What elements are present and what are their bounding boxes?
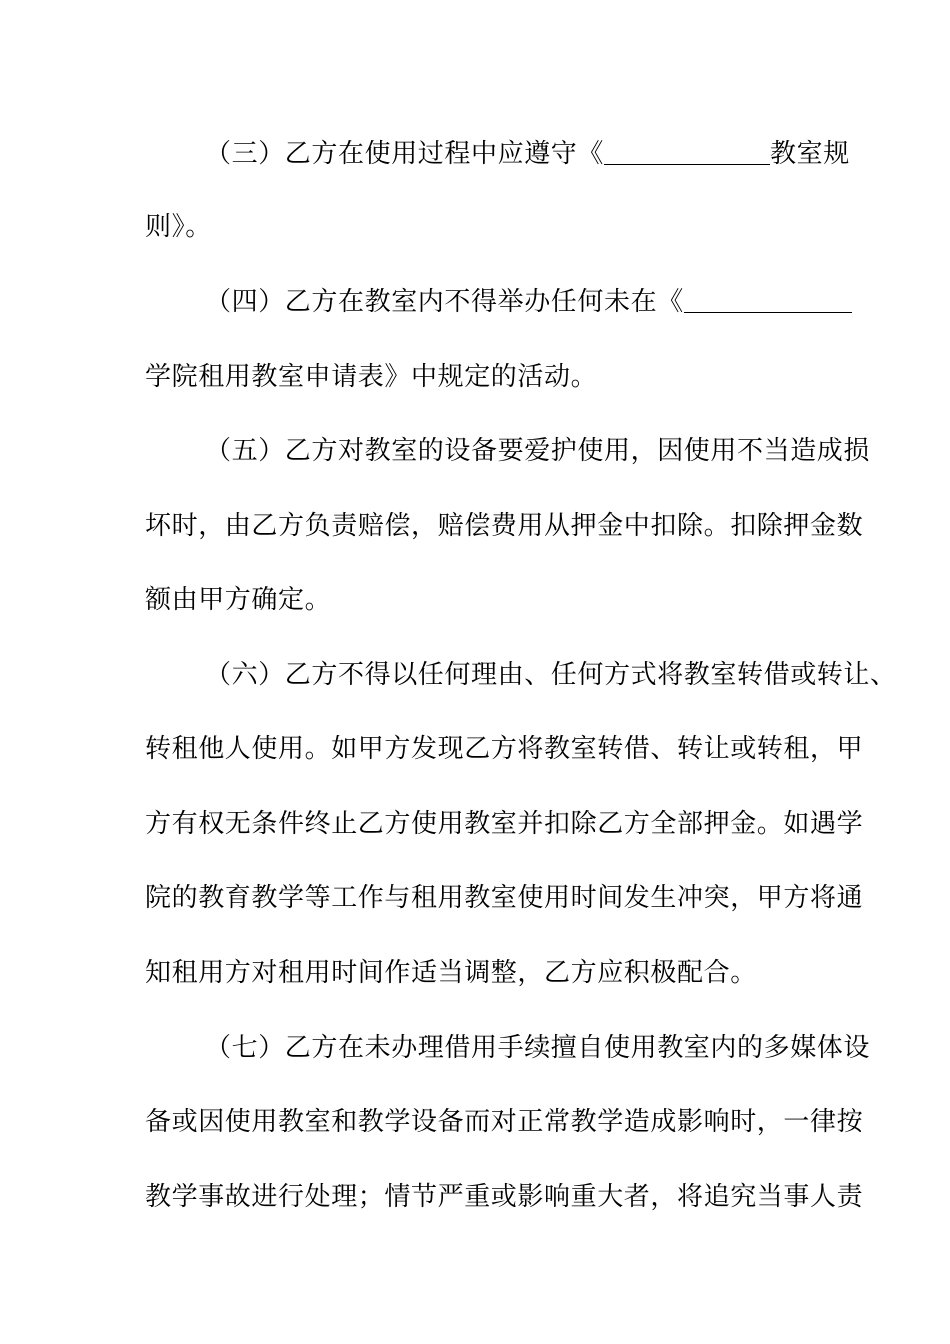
paragraph-4-text-before-blank: （四）乙方在教室内不得举办任何未在《	[205, 287, 684, 317]
paragraph-6-line-3: 方有权无条件终止乙方使用教室并扣除乙方全部押金。如遇学	[145, 809, 864, 839]
fill-in-blank-college-name[interactable]	[684, 282, 852, 313]
paragraph-7-line-2: 备或因使用教室和教学设备而对正常教学造成影响时，一律按	[145, 1107, 864, 1137]
paragraph-5-line-2: 坏时，由乙方负责赔偿，赔偿费用从押金中扣除。扣除押金数	[145, 511, 864, 541]
paragraph-4-line-2: 学院租用教室申请表》中规定的活动。	[145, 362, 598, 392]
paragraph-6-line-2: 转租他人使用。如甲方发现乙方将教室转借、转让或转租，甲	[145, 734, 864, 764]
paragraph-6-line-5: 知租用方对租用时间作适当调整，乙方应积极配合。	[145, 958, 757, 988]
paragraph-3-line-2: 则》。	[145, 212, 212, 242]
paragraph-4-line-1	[205, 282, 885, 322]
paragraph-3-text-before-blank: （三）乙方在使用过程中应遵守《	[205, 139, 605, 169]
paragraph-5-line-1: （五）乙方对教室的设备要爱护使用，因使用不当造成损	[205, 436, 871, 466]
paragraph-6-line-4: 院的教育教学等工作与租用教室使用时间发生冲突，甲方将通	[145, 883, 864, 913]
fill-in-blank-classroom-rules[interactable]	[604, 134, 770, 165]
paragraph-7-line-3: 教学事故进行处理；情节严重或影响重大者，将追究当事人责	[145, 1182, 864, 1212]
paragraph-3-line-1	[205, 134, 885, 174]
paragraph-7-line-1: （七）乙方在未办理借用手续擅自使用教室内的多媒体设	[205, 1033, 871, 1063]
paragraph-3-text-after-blank: 教室规	[770, 139, 850, 169]
paragraph-5-line-3: 额由甲方确定。	[145, 585, 332, 615]
paragraph-6-line-1: （六）乙方不得以任何理由、任何方式将教室转借或转让、	[205, 660, 897, 690]
